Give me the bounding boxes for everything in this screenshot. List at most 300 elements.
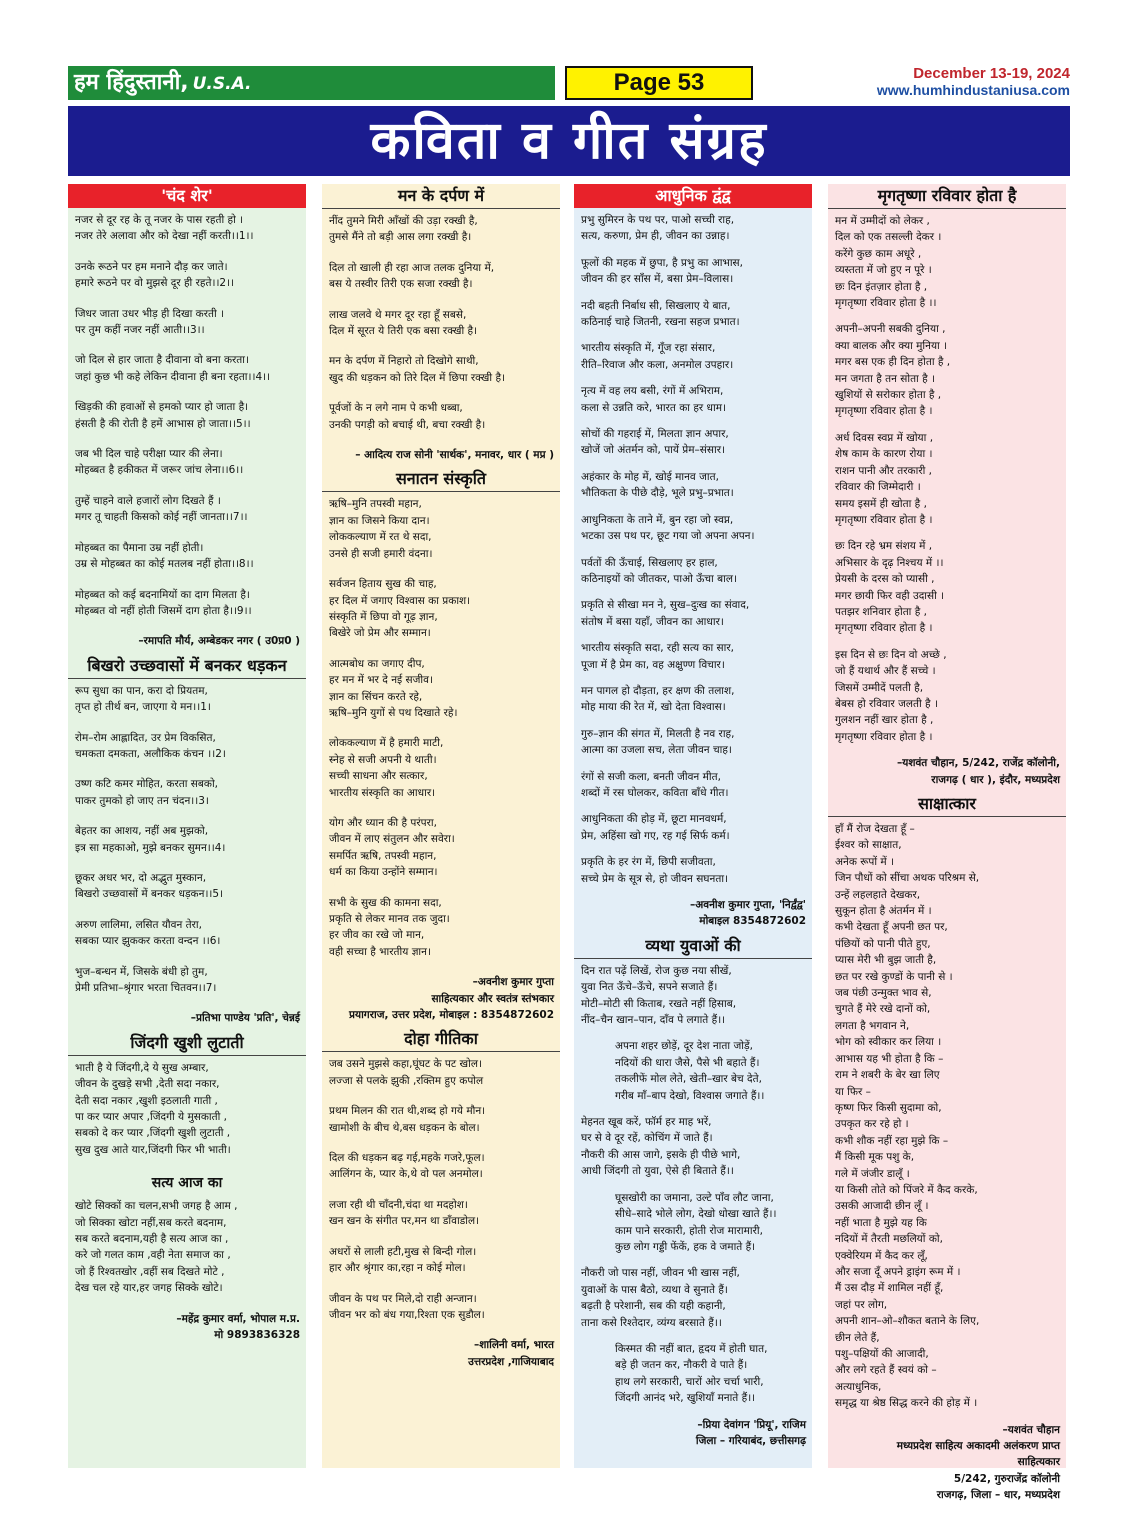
poem-credit	[574, 897, 812, 930]
poem-credit	[322, 974, 560, 1023]
poem-line: आभास यह भी होता है कि –	[835, 1052, 944, 1065]
poem-line: तृप्त हो तीर्थ बन, जाएगा ये मन।।1।	[75, 701, 211, 714]
poem-line: कला से उन्नति करे, भारत का हर धाम।	[581, 401, 726, 414]
poem-line: उष्ण कटि कमर मोहित, करता सबको,	[75, 778, 219, 791]
poem-line: ज्ञान का सिंचन करते रहे,	[329, 690, 423, 703]
poem-line: खोजें जो अंतर्मन को, पायें प्रेम–संसार।	[581, 444, 725, 457]
poem-stanza	[68, 212, 306, 245]
poem-line: तुमसे मैंने तो बड़ी आस लगा रक्खी है।	[329, 231, 472, 244]
poem-line: योग और ध्यान की है परंपरा,	[329, 816, 437, 829]
poem-line: छत पर रखे कुण्डों के पानी से ।	[835, 970, 953, 983]
poem-line: भारतीय संस्कृति सदा, रही सत्य का सार,	[581, 642, 734, 655]
poem-stanza	[574, 726, 812, 759]
poem-stanza	[322, 260, 560, 293]
poem-line: सर्वजन हिताय सुख की चाह,	[329, 578, 437, 591]
poem-line: युवा नित ऊँचे–ऊँचे, सपने सजाते हैं।	[581, 981, 718, 994]
poem-line: प्रेयसी के दरस को प्यासी ,	[835, 573, 935, 586]
poem-line: प्यास मेरी भी बुझ जाती है,	[835, 954, 937, 967]
poem-stanza	[322, 735, 560, 801]
poem-line: सुकून होता है अंतर्मन में ।	[835, 905, 932, 918]
poem-line: मन के दर्पण में निहारो तो दिखोगे साथी,	[329, 355, 479, 368]
poem-line: अपनी शान–ओ–शौकत बताने के लिए,	[835, 1315, 980, 1328]
poem-line: भटका उस पथ पर, छूट गया जो अपना अपन।	[581, 530, 755, 543]
poem-line: पर तुम कहीं नजर नहीं आती।।3।।	[75, 324, 205, 337]
poem-stanza	[828, 538, 1066, 636]
poem-line: जीवन में लाए संतुलन और सवेरा।	[329, 833, 455, 846]
poem-line: जीवन के पथ पर मिले,दो राही अन्जान।	[329, 1292, 477, 1305]
poem-line: संतोष में बसा यहाँ, जीवन का आधार।	[581, 615, 724, 628]
credit-line: राजगढ़, जिला – धार, मध्यप्रदेश	[936, 1489, 1060, 1502]
issue-date: December 13-19, 2024	[913, 65, 1070, 82]
credit-line: मध्यप्रदेश साहित्य अकादमी अलंकरण प्राप्त	[896, 1440, 1060, 1453]
poem-line: बेबस हो रविवार जलती है ।	[835, 697, 938, 710]
poem-line: जो हैं रिश्वतखोर ,वहीं सब दिखते मोटे ,	[75, 1265, 225, 1278]
page-number: Page 53	[565, 66, 753, 100]
poem-line: जिंदगी आनंद भरे, खुशियाँ मनाते हैं।।	[615, 1392, 756, 1405]
poem-line: राम ने शबरी के बेर खा लिए	[835, 1069, 940, 1082]
poem-line: बेहतर का आशय, नहीं अब मुझको,	[75, 825, 209, 838]
section-banner: कविता व गीत संग्रह	[68, 106, 1070, 176]
poem-line: उनके रूठने पर हम मनाने दौड़ कर जाते।	[75, 260, 228, 273]
poem-line: घूसखोरी का जमाना, उल्टे पाँव लौट जाना,	[615, 1191, 774, 1204]
poem-line: आधुनिकता की होड़ में, छूटा मानवधर्म,	[581, 813, 727, 826]
poem-line: नदी बहती निर्बाध सी, सिखलाए ये बात,	[581, 299, 731, 312]
poem-line: करे जो गलत काम ,वही नेता समाज का ,	[75, 1249, 231, 1262]
poem-line: अपनी–अपनी सबकी दुनिया ,	[835, 323, 946, 336]
poem-line: बस ये तस्वीर तिरी एक सजा रक्खी है।	[329, 278, 473, 291]
poem-line: सोचों की गहराई में, मिलता ज्ञान अपार,	[581, 428, 729, 441]
poem-line: कभी शौक नहीं रहा मुझे कि –	[835, 1134, 949, 1147]
poem-line: अरुण लालिमा, लसित यौवन तेरा,	[75, 918, 202, 931]
poem-stanza	[68, 776, 306, 809]
poem-stanza	[68, 352, 306, 385]
poem-line: प्रकृति के हर रंग में, छिपी सजीवता,	[581, 856, 716, 869]
poem-line: नींद–चैन खान–पान, दाँव पे लगाते हैं।।	[581, 1014, 726, 1027]
poem-line: गरीब माँ–बाप देखो, विश्वास जगाते हैं।।	[615, 1089, 765, 1102]
poem-line: मोहब्बत वो नहीं होती जिसमें दाग होता है।।9।।	[75, 604, 252, 617]
poem-stanza	[68, 823, 306, 856]
poem-stanza	[574, 1114, 812, 1180]
poem-credit	[68, 1010, 306, 1026]
poem-line: स्नेह से सजी अपनी ये थाती।	[329, 753, 437, 766]
credit-line: – आदित्य राज सोनी 'सार्थक', मनावर, धार ( मप्र )	[355, 449, 554, 462]
poem-line: सच्ची साधना और सत्कार,	[329, 770, 428, 783]
poem-line: दिल को एक तसल्ली देकर ।	[835, 231, 942, 244]
poem-line: व्यस्तता में जो हुए न पूरे ।	[835, 264, 932, 277]
poem-line: इस दिन से छः दिन वो अच्छे ,	[835, 648, 947, 661]
poem-stanza	[828, 213, 1066, 311]
poem-stanza	[68, 587, 306, 620]
poem-line: बड़े ही जतन कर, नौकरी वे पाते हैं।	[615, 1359, 748, 1372]
poem-credit	[68, 1311, 306, 1344]
poem-line: या फिर –	[835, 1085, 871, 1098]
poem-stanza	[68, 1198, 306, 1296]
poem-line: पर्वतों की ऊँचाई, सिखलाए हर हाल,	[581, 556, 718, 569]
credit-line: –प्रतिभा पाण्डेय 'प्रति', चेन्नई	[190, 1012, 300, 1025]
poem-stanza	[828, 647, 1066, 745]
poem-line: समय इसमें ही खोता है ,	[835, 497, 927, 510]
poem-line: कुछ लोग गड्डी फेंकें, हक वे जमाते हैं।	[615, 1240, 756, 1253]
poem-stanza	[574, 811, 812, 844]
poem-line: मोटी–मोटी सी किताब, रखते नहीं हिसाब,	[581, 997, 737, 1010]
poem-stanza	[322, 307, 560, 340]
poem-stanza	[828, 821, 1066, 1412]
poem-stanza	[574, 640, 812, 673]
poem-line: नदियों की धारा जैसे, पैसे भी बहाते हैं।	[615, 1056, 760, 1069]
poem-stanza	[322, 815, 560, 881]
poem-line: नौकरी जो पास नहीं, जीवन भी खास नहीं,	[581, 1267, 740, 1280]
poem-line: रूप सुधा का पान, करा दो प्रियतम,	[75, 684, 208, 697]
poem-line: कृष्ण फिर किसी सुदामा को,	[835, 1101, 942, 1114]
poem-line: पंछियों को पानी पीते हुए,	[835, 937, 931, 950]
poem-line: लोककल्याण में है हमारी माटी,	[329, 737, 444, 750]
poem-line: मोहब्बत है हकीकत में जरूर जांच लेना।।6।।	[75, 464, 244, 477]
poem-line: चुगते हैं मेरे रखे दानों को,	[835, 1003, 931, 1016]
poem-line: जब पंछी उन्मुक्त भाव से,	[835, 987, 932, 1000]
poem-line: मन में उम्मीदों को लेकर ,	[835, 215, 930, 227]
poem-line: इत्र सा महकाओ, मुझे बनकर सुमन।।4।	[75, 841, 226, 854]
poem-stanza	[574, 383, 812, 416]
poem-line: मोहब्बत का पैमाना उम्र नहीं होती।	[75, 541, 204, 554]
credit-line: प्रयागराज, उत्तर प्रदेश, मोबाइल : 8354872602	[349, 1009, 554, 1022]
credit-line: 5/242, गुरुराजेंद्र कॉलोनी	[953, 1472, 1060, 1485]
poem-line: छीन लेते हैं,	[835, 1331, 880, 1344]
poem-line: आत्मबोध का जगाए दीप,	[329, 657, 425, 670]
poem-line: जो सिक्का खोटा नहीं,सब करते बदनाम,	[75, 1216, 227, 1229]
poem-stanza	[68, 399, 306, 432]
poem-line: दिल तो खाली ही रहा आज तलक दुनिया में,	[329, 261, 495, 274]
column-4	[828, 184, 1066, 1502]
poem-line: आधी जिंदगी तो युवा, ऐसे ही बिताते हैं।।	[581, 1165, 734, 1178]
poem-line: उम्र से मोहब्बत का कोई मतलब नहीं होता।।8।।	[75, 558, 254, 571]
poem-stanza	[68, 1060, 306, 1158]
credit-line: –यशवंत चौहान	[1002, 1423, 1060, 1436]
poem-title: दोहा गीतिका	[322, 1027, 560, 1052]
poem-title: जिंदगी खुशी लुटाती	[68, 1031, 306, 1056]
poem-line: रंगों से सजी कला, बनती जीवन मीत,	[581, 770, 721, 783]
poem-line: मगर तू चाहती किसको कोई नहीं जानता।।7।।	[75, 511, 248, 524]
poem-credit	[322, 1337, 560, 1370]
poem-line: लोककल्याण में रत थे सदा,	[329, 531, 432, 544]
credit-line: उत्तरप्रदेश ,गाजियाबाद	[468, 1355, 554, 1368]
poem-line: खुद की धड़कन को तिरे दिल में छिपा रक्खी है।	[329, 371, 506, 384]
poem-line: ज्ञान का जिसने किया दान।	[329, 514, 430, 527]
credit-line: –शालिनी वर्मा, भारत	[473, 1339, 554, 1352]
poem-line: मृगतृष्णा रविवार होता है ।	[835, 405, 933, 418]
poem-line: लजा रही थी चाँदनी,चंदा था मदहोश।	[329, 1198, 468, 1211]
poem-line: लगता है भगवान ने,	[835, 1019, 910, 1032]
poem-stanza	[68, 493, 306, 526]
poem-line: आलिंगन के, प्यार के,थे वो पल अनमोल।	[329, 1168, 483, 1181]
poem-line: घर से वे दूर रहें, कोचिंग में जाते हैं।	[581, 1132, 713, 1145]
poem-credit	[828, 755, 1066, 788]
poem-stanza	[574, 555, 812, 588]
poem-line: बिखेरे जो प्रेम और सम्मान।	[329, 627, 431, 640]
poem-stanza	[322, 1056, 560, 1089]
brand-name: हम हिंदुस्तानी,	[74, 70, 189, 95]
poem-line: काम पाने सरकारी, होती रोज मारामारी,	[615, 1224, 763, 1237]
poem-line: ऋषि–मुनि युगों से पथ दिखाते रहे।	[329, 706, 458, 719]
poem-stanza	[322, 1291, 560, 1324]
poem-line: जहां पर लोग,	[835, 1298, 888, 1311]
poem-line: भाती है ये जिंदगी,दे ये सुख अम्बार,	[75, 1061, 209, 1074]
poem-stanza	[68, 540, 306, 573]
poem-line: शेष काम के कारण रोया ।	[835, 448, 933, 461]
poem-stanza	[322, 1150, 560, 1183]
poem-stanza	[828, 321, 1066, 419]
poem-line: तकलीफें मोल लेते, खेती–खार बेच देते,	[615, 1073, 762, 1086]
poem-line: मृगतृष्णा रविवार होता है ।।	[835, 297, 937, 310]
poem-line: भौतिकता के पीछे दौड़े, भूले प्रभु–प्रभात।	[581, 487, 734, 500]
poem-line: मगर छायी फिर वही उदासी ।	[835, 589, 945, 602]
poem-line: दिल की धड़कन बढ़ गई,महके गजरे,फूल।	[329, 1152, 485, 1165]
poem-stanza	[828, 430, 1066, 528]
poem-line: किस्मत की नहीं बात, हृदय में होती घात,	[615, 1342, 768, 1355]
poem-line: उसकी आजादी छीन लूँ ।	[835, 1200, 929, 1213]
poem-line: मृगतृष्णा रविवार होता है ।	[835, 622, 933, 635]
poem-line: खोटे सिक्कों का चलन,सभी जगह है आम ,	[75, 1200, 238, 1213]
poem-line: मैं उस दौड़ में शामिल नहीं हूँ,	[835, 1282, 944, 1295]
poem-line: मृगतृष्णा रविवार होता है ।	[835, 513, 933, 526]
poem-stanza	[574, 1038, 812, 1104]
poem-line: भोग को स्वीकार कर लिया ।	[835, 1036, 942, 1049]
poem-line: जो हैं यथार्थ और हैं सच्चे ।	[835, 665, 936, 678]
credit-line: साहित्यकार और स्वतंत्र स्तंभकार	[431, 992, 554, 1005]
poem-line: पा कर प्यार अपार ,जिंदगी ये मुसकाती ,	[75, 1111, 228, 1124]
credit-line: राजगढ़ ( धार ), इंदौर, मध्यप्रदेश	[931, 773, 1060, 786]
poem-line: खामोशी के बीच थे,बस धड़कन के बोल।	[329, 1121, 480, 1134]
poem-title: सनातन संस्कृति	[322, 467, 560, 492]
dateline	[877, 66, 1070, 98]
credit-line: –अवनीश कुमार गुप्ता, 'निर्द्वंद्व'	[689, 899, 806, 911]
poem-line: सब करते बदनाम,यही है सत्य आज का ,	[75, 1233, 229, 1246]
poem-credit	[68, 633, 306, 649]
poem-line: मेहनत खूब करें, फॉर्म हर माह भरें,	[581, 1116, 712, 1129]
poem-line: मोह माया की रेत में, खो देता विश्वास।	[581, 701, 726, 714]
poem-title: बिखरो उच्छवासों में बनकर धड़कन	[68, 654, 306, 679]
poem-line: फूलों की महक में छुपा, है प्रभु का आभास,	[581, 256, 743, 269]
poem-line: नदियों में तैरती मछलियों को,	[835, 1233, 943, 1246]
website-link[interactable]: www.humhindustaniusa.com	[876, 82, 1070, 98]
poem-credit	[322, 447, 560, 463]
poem-line: गले में जंजीर डालूँ ।	[835, 1167, 910, 1180]
poem-line: पतझर शनिवार होता है ,	[835, 605, 927, 618]
poem-line: ऋषि–मुनि तपस्वी महान,	[329, 498, 422, 511]
poem-stanza	[574, 512, 812, 545]
poem-line: मृगतृष्णा रविवार होता है ।	[835, 730, 933, 743]
poem-line: प्रेमी प्रतिभा–श्रृंगार भरता चितवन।।7।	[75, 982, 217, 994]
poem-stanza	[68, 917, 306, 950]
brand-suffix: U.S.A.	[192, 74, 252, 94]
poem-line: जिन पौधों को सींचा अथक परिश्रम से,	[835, 872, 980, 885]
poem-line: वही सच्चा है भारतीय ज्ञान।	[329, 945, 431, 958]
poem-stanza	[574, 212, 812, 245]
poem-stanza	[322, 895, 560, 961]
poem-line: खुशियों से सरोकार होता है ,	[835, 389, 942, 402]
poem-stanza	[322, 1244, 560, 1277]
poem-line: सत्य, करुणा, प्रेम ही, जीवन का उन्नाह।	[581, 230, 730, 243]
poem-line: अत्याधुनिक,	[835, 1380, 882, 1393]
poem-line: एक्वेरियम में कैद कर लूँ,	[835, 1249, 928, 1262]
poem-stanza	[574, 1341, 812, 1407]
poem-line: चमकता दमकता, अलौकिक कंचन ।।2।	[75, 747, 226, 760]
poem-line: हर जीव का रखे जो मान,	[329, 929, 425, 942]
poem-line: रोम–रोम आह्लादित, उर प्रेम विकसित,	[75, 731, 216, 744]
masthead	[68, 66, 1070, 100]
credit-line: –महेंद्र कुमार वर्मा, भोपाल म.प्र.	[176, 1312, 300, 1325]
poem-line: देती सदा नकार ,खुशी इठलाती गाती ,	[75, 1094, 218, 1107]
poem-stanza	[68, 964, 306, 997]
poem-line: संस्कृति में छिपा वो गूढ़ ज्ञान,	[329, 610, 438, 623]
column-1	[68, 184, 306, 1468]
poem-line: करेंगे कुछ काम अधूरे ,	[835, 247, 922, 260]
poem-line: अधरों से लाली हटी,मुख से बिन्दी गोल।	[329, 1245, 477, 1258]
poem-line: शब्दों में रस घोलकर, कविता बाँधे गीत।	[581, 786, 729, 799]
poem-line: सीधे–सादे भोले लोग, देखो धोखा खाते हैं।।	[615, 1208, 777, 1221]
poem-line: उन्हें लहलहाते देखकर,	[835, 888, 921, 901]
poem-line: नहीं भाता है मुझे यह कि	[835, 1216, 927, 1229]
poem-stanza	[574, 963, 812, 1029]
poem-line: रविवार की जिम्मेदारी ।	[835, 481, 921, 494]
poem-line: नजर तेरे अलावा और को देखा नहीं करती।।1।।	[75, 230, 254, 243]
poem-line: नींद तुमने मिरी आँखों की उड़ा रक्खी है,	[329, 215, 478, 227]
poem-line: लाख जलवे थे मगर दूर रहा हूँ सबसे,	[329, 308, 467, 321]
poem-line: मन जगता है तन सोता है ।	[835, 372, 936, 385]
poem-line: दिल में सूरत ये तिरी एक बसा रक्खी है।	[329, 325, 478, 338]
poem-stanza	[574, 854, 812, 887]
poem-line: जब भी दिल चाहे परीक्षा प्यार की लेना।	[75, 448, 223, 461]
poem-line: हंसती है की रोती है हमें आभास हो जाता।।5।।	[75, 417, 251, 430]
poem-line: अर्ध दिवस स्वप्न में खोया ,	[835, 431, 934, 444]
poem-line: भारतीय संस्कृति में, गूँज रहा संसार,	[581, 342, 716, 355]
poem-line: खन खन के संगीत पर,मन था डाँवाडोल।	[329, 1215, 480, 1228]
poem-line: और लगे रहते हैं स्वयं को –	[835, 1364, 937, 1377]
poem-credit	[574, 1417, 812, 1450]
poem-line: पशु–पक्षियों की आजादी,	[835, 1348, 929, 1360]
poem-line: जीवन की हर साँस में, बसा प्रेम–विलास।	[581, 273, 734, 286]
poem-stanza	[574, 769, 812, 802]
poem-line: अभिसार के दृढ़ निश्चय में ।।	[835, 556, 944, 569]
poem-line: नौकरी की आस जागे, इसके ही पीछे भागे,	[581, 1148, 741, 1161]
column-3	[574, 184, 812, 1468]
poem-line: कठिनाइयों को जीतकर, पाओ ऊँचा बाल।	[581, 572, 737, 585]
poem-stanza	[574, 340, 812, 373]
poem-stanza	[68, 730, 306, 763]
poem-title: व्यथा युवाओं की	[574, 934, 812, 959]
poem-title: मन के दर्पण में	[322, 184, 560, 209]
poem-line: छः दिन इंतज़ार होता है ,	[835, 280, 928, 293]
poem-line: हाँ मैं रोज देखता हूँ –	[835, 823, 915, 835]
poem-title: सत्य आज का	[151, 1175, 223, 1192]
poem-stanza	[574, 469, 812, 502]
poem-stanza	[68, 306, 306, 339]
poem-line: छूकर अधर भर, दो अद्भुत मुस्कान,	[75, 871, 207, 884]
poem-line: रीति–रिवाज और कला, अनमोल उपहार।	[581, 358, 734, 371]
poem-line: अपना शहर छोड़ें, दूर देश नाता जोड़ें,	[615, 1040, 753, 1053]
poem-line: भारतीय संस्कृति का आधार।	[329, 786, 436, 799]
poem-line: जो दिल से हार जाता है दीवाना वो बना करता।	[75, 354, 249, 367]
poem-line: समर्पित ऋषि, तपस्वी महान,	[329, 849, 437, 862]
poem-line: सभी के सुख की कामना सदा,	[329, 896, 442, 909]
poem-stanza	[68, 446, 306, 479]
credit-line: मोबाइल 8354872602	[699, 915, 806, 928]
poem-line: जिधर जाता उधर भीड़ ही दिखा करती ।	[75, 307, 225, 320]
poem-line: सच्चे प्रेम के सूत्र से, हो जीवन सघनता।	[581, 872, 729, 885]
poem-line: जीवन के दुखड़े सभी ,देती सदा नकार,	[75, 1078, 220, 1091]
poem-line: पाकर तुमको हो जाए तन चंदन।।3।	[75, 794, 209, 807]
poem-stanza	[68, 870, 306, 903]
poem-line: देख चल रहे यार,हर जगह सिक्के खोटे।	[75, 1282, 223, 1295]
poem-stanza	[574, 426, 812, 459]
poem-line: बढ़ती है परेशानी, सब की यही कहानी,	[581, 1300, 726, 1313]
poem-line: ताना कसे रिश्तेदार, व्यंग्य बरसाते हैं।।	[581, 1316, 722, 1329]
poem-line: मोहब्बत को कई बदनामियों का दाग मिलता है।	[75, 588, 250, 601]
poem-line: मगर बस एक ही दिन होता है ,	[835, 356, 951, 369]
credit-line: –अवनीश कुमार गुप्ता	[472, 976, 554, 989]
poem-line: हार और श्रृंगार का,रहा न कोई मोल।	[329, 1262, 466, 1275]
poem-line: उनसे ही सजी हमारी वंदना।	[329, 547, 433, 560]
poem-line: दिन रात पढ़ें लिखें, रोज कुछ नया सीखें,	[581, 964, 732, 977]
poem-line: नजर से दूर रह के तू नजर के पास रहती हो ।	[75, 214, 244, 226]
poem-line: प्रेम, अहिंसा खो गए, रह गई सिर्फ कर्म।	[581, 829, 730, 842]
poem-stanza	[574, 683, 812, 716]
poem-line: नृत्य में वह लय बसी, रंगों में अभिराम,	[581, 385, 724, 398]
poem-line: प्रकृति से सीखा मन ने, सुख–दुःख का संवाद,	[581, 599, 750, 612]
poem-stanza	[574, 298, 812, 331]
poem-line: पूर्वजों के न लगे नाम पे कभी धब्बा,	[329, 402, 463, 415]
poem-line: पूजा में है प्रेम का, वह अक्षुण्ण विचार।	[581, 658, 725, 671]
poem-stanza	[68, 259, 306, 292]
column-2	[322, 184, 560, 1468]
poem-line: कठिनाई चाहे जितनी, रखना सहज प्रभात।	[581, 316, 740, 329]
poem-stanza	[322, 576, 560, 642]
poem-line: सबको दे कर प्यार ,जिंदगी खुशी लुटाती ,	[75, 1127, 231, 1140]
poem-line: हर मन में भर दे नई सजीव।	[329, 674, 433, 687]
poem-line: तुम्हें चाहने वाले हजारों लोग दिखते हैं ।	[75, 494, 221, 507]
poem-title: साक्षात्कार	[828, 792, 1066, 817]
poem-line: बिखरो उच्छवासों में बनकर धड़कन।।5।	[75, 888, 224, 901]
poem-line: खिड़की की हवाओं से हमको प्यार हो जाता है।	[75, 401, 249, 414]
masthead-brand[interactable]	[68, 66, 555, 100]
poem-line: जहां कुछ भी कहे लेकिन दीवाना ही बना रहता।।4।।	[75, 370, 271, 383]
poem-line: भुज–बन्धन में, जिसके बंधी हो तुम,	[75, 965, 208, 978]
poem-stanza	[322, 213, 560, 246]
poem-line: अहंकार के मोह में, खोई मानव जात,	[581, 470, 719, 483]
poem-line: गुलशन नहीं खार होता है ,	[835, 714, 934, 727]
poem-line: आधुनिकता के ताने में, बुन रहा जो स्वप्न,	[581, 513, 734, 526]
poem-line: गुरु–ज्ञान की संगत में, मिलती है नव राह,	[581, 727, 735, 740]
poem-stanza	[68, 683, 306, 716]
poem-line: हाथ लगे सरकारी, चारों ओर चर्चा भारी,	[615, 1375, 764, 1388]
poem-stanza	[574, 1265, 812, 1331]
poem-line: समृद्ध या श्रेष्ठ सिद्ध करने की होड़ में ।	[835, 1397, 978, 1410]
credit-line: –रमापति मौर्य, अम्बेडकर नगर ( उ0प्र0 )	[138, 635, 300, 648]
poem-stanza	[322, 496, 560, 562]
poem-line: ईश्वर को साक्षात,	[835, 839, 902, 852]
poem-line: लज्जा से पलके झुकी ,रक्तिम हुए कपोल	[329, 1074, 484, 1087]
poem-stanza	[322, 400, 560, 433]
poem-line: जब उसने मुझसे कहा,घूंघट के पट खोल।	[329, 1058, 482, 1071]
poem-stanza	[322, 1197, 560, 1230]
poem-stanza	[574, 1190, 812, 1256]
poem-line: उपकृत कर रहे हो ।	[835, 1118, 909, 1131]
poem-line: जिसमें उम्मीदें पलती है,	[835, 681, 924, 694]
poem-title: मृगतृष्णा रविवार होता है	[828, 184, 1066, 209]
poem-line: और सजा दूँ अपने ड्राइंग रूम में ।	[835, 1265, 961, 1278]
poem-line: या किसी तोते को पिंजरे में कैद करके,	[835, 1183, 978, 1196]
credit-line: मो 9893836328	[214, 1329, 300, 1342]
poem-stanza	[322, 1103, 560, 1136]
